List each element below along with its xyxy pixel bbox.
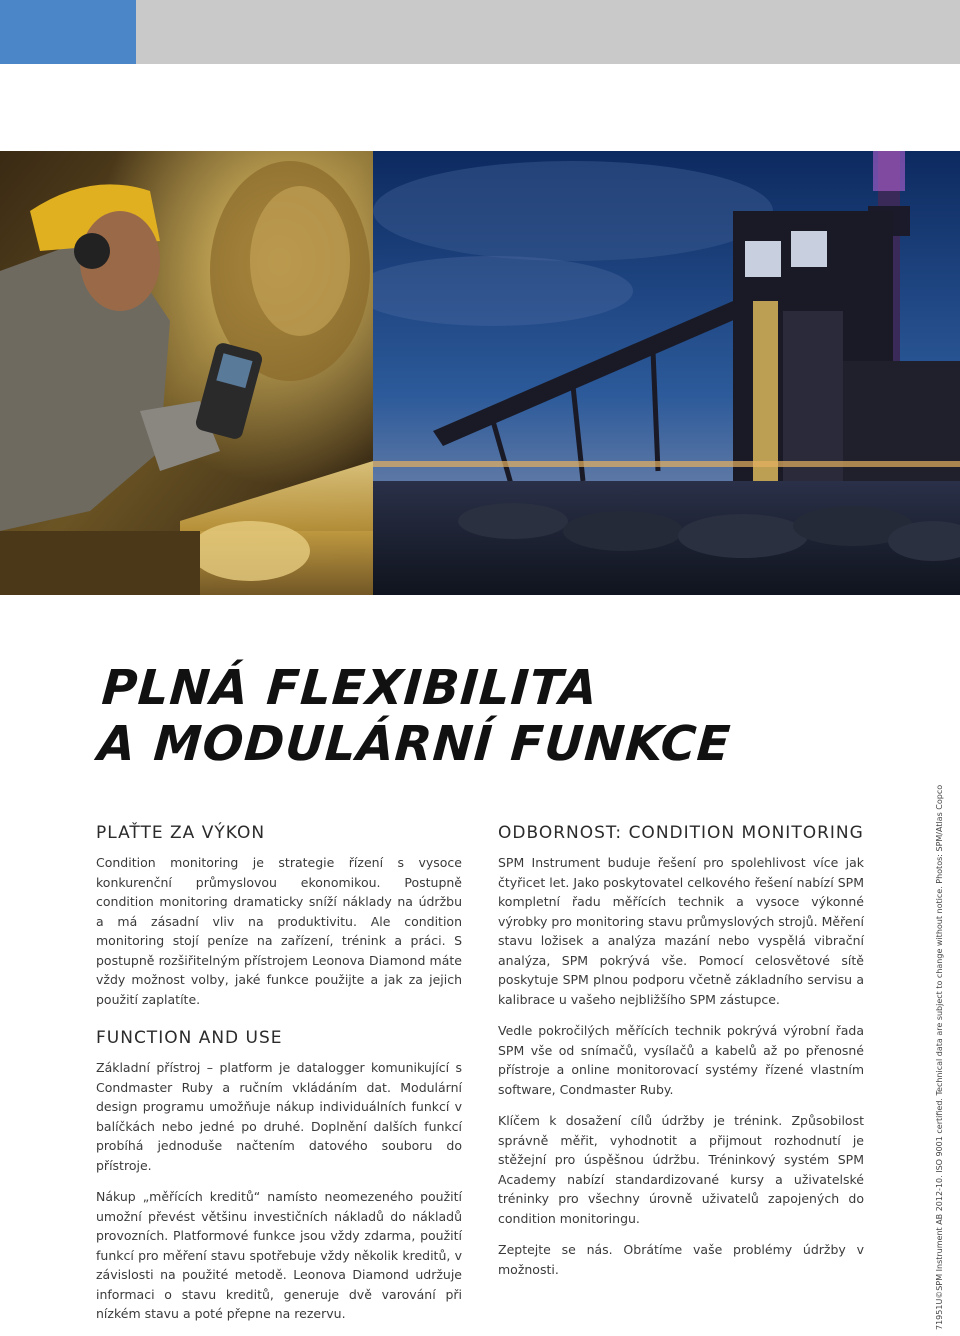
header-gray-band (136, 0, 960, 64)
headline (96, 660, 864, 772)
paragraph: Klíčem k dosažení cílů údržby je trénink. Způsobilost správně měřit, vyhodnotit a přijmout rozhodnutí je stěžejní pro úspěšnou údržbu. Tréninkový systém SPM Academy nabízí standardizované kursy a uživatelské tréninky pro všechny úrovně uživatelů zapojených do condition monitoringu. (498, 1113, 864, 1226)
right-column (498, 822, 864, 1291)
paragraph: Nákup „měřících kreditů“ namísto neomezeného použití umožní převést většinu investičních nákladů do nákladů provozních. Platformové funkce jsou vždy zdarma, použití funkcí pro měření stavu spotřebuje vždy několik kreditů, v závislosti na použité metodě. Leonova Diamond udržuje informaci o stavu kreditů, generuje dvě varování při nízkém stavu a poté přepne na rezervu. (96, 1189, 462, 1321)
left-column (96, 822, 462, 1336)
headline-line-2: A MODULÁRNÍ FUNKCE (96, 716, 733, 772)
headline-line-1: PLNÁ FLEXIBILITA (100, 660, 600, 716)
technician-with-instrument-photo (0, 151, 373, 595)
paragraph: Zeptejte se nás. Obrátíme vaše problémy údržby v možnosti. (498, 1242, 864, 1277)
section-title-expertise: ODBORNOST: CONDITION MONITORING (498, 823, 864, 843)
power-plant-night-photo (373, 151, 960, 595)
paragraph: Vedle pokročilých měřících technik pokrývá výrobní řada SPM vše od snímačů, vysílačů a kabelů až po přenosné přístroje a online monitorovací systémy řízené vlastním software, Condmaster Ruby. (498, 1023, 864, 1097)
paragraph: Condition monitoring je strategie řízení s vysoce konkurenční průmyslovou ekonomikou. Postupně condition monitoring dramaticky sníží náklady na údržbu a má zásadní vliv na produktivitu. Ale condition monitoring stojí peníze na zařízení, trénink a práci. S postupně rozšiřitelným přístrojem Leonova Diamond máte vždy možnost volby, jaké funkce použijte a jak za jejich použití zaplatíte. (96, 855, 462, 1007)
section-title-function-and-use: FUNCTION AND USE (96, 1028, 283, 1048)
paragraph: Základní přístroj – platform je datalogger komunikující s Condmaster Ruby a ručním vkládáním dat. Modulární design programu umožňuje nákup individuálních funkcí v balíčkách nebo jedné po druhé. Doplnění dalších funkcí probíhá jednoduše načtením datového souboru do přístroje. (96, 1060, 462, 1173)
paragraph: SPM Instrument buduje řešení pro spolehlivost více jak čtyřicet let. Jako poskytovatel celkového řešení nabízí SPM kompletní řadu měřících technik a vysoce výkonné výrobky pro monitoring stavu průmyslových strojů. Měření stavu ložisek a analýza mazání nebo vyspělá vibrační analýza, SPM pokrývá vše. Pomocí celosvětové sítě poskytuje SPM plnou podporu včetně základního servisu a kalibrace u vašeho nejbližšího SPM zástupce. (498, 855, 864, 1007)
header-accent-band (0, 0, 136, 64)
section-title-pay-for-performance: PLAŤTE ZA VÝKON (96, 823, 266, 843)
copyright-note: 71951U©SPM Instrument AB 2012-10. ISO 9001 certified. Technical data are subject to change without notice. Photos: SPM/Atlas Copco (935, 784, 944, 1330)
power-plant-photo (373, 151, 960, 595)
technician-photo (0, 151, 373, 595)
